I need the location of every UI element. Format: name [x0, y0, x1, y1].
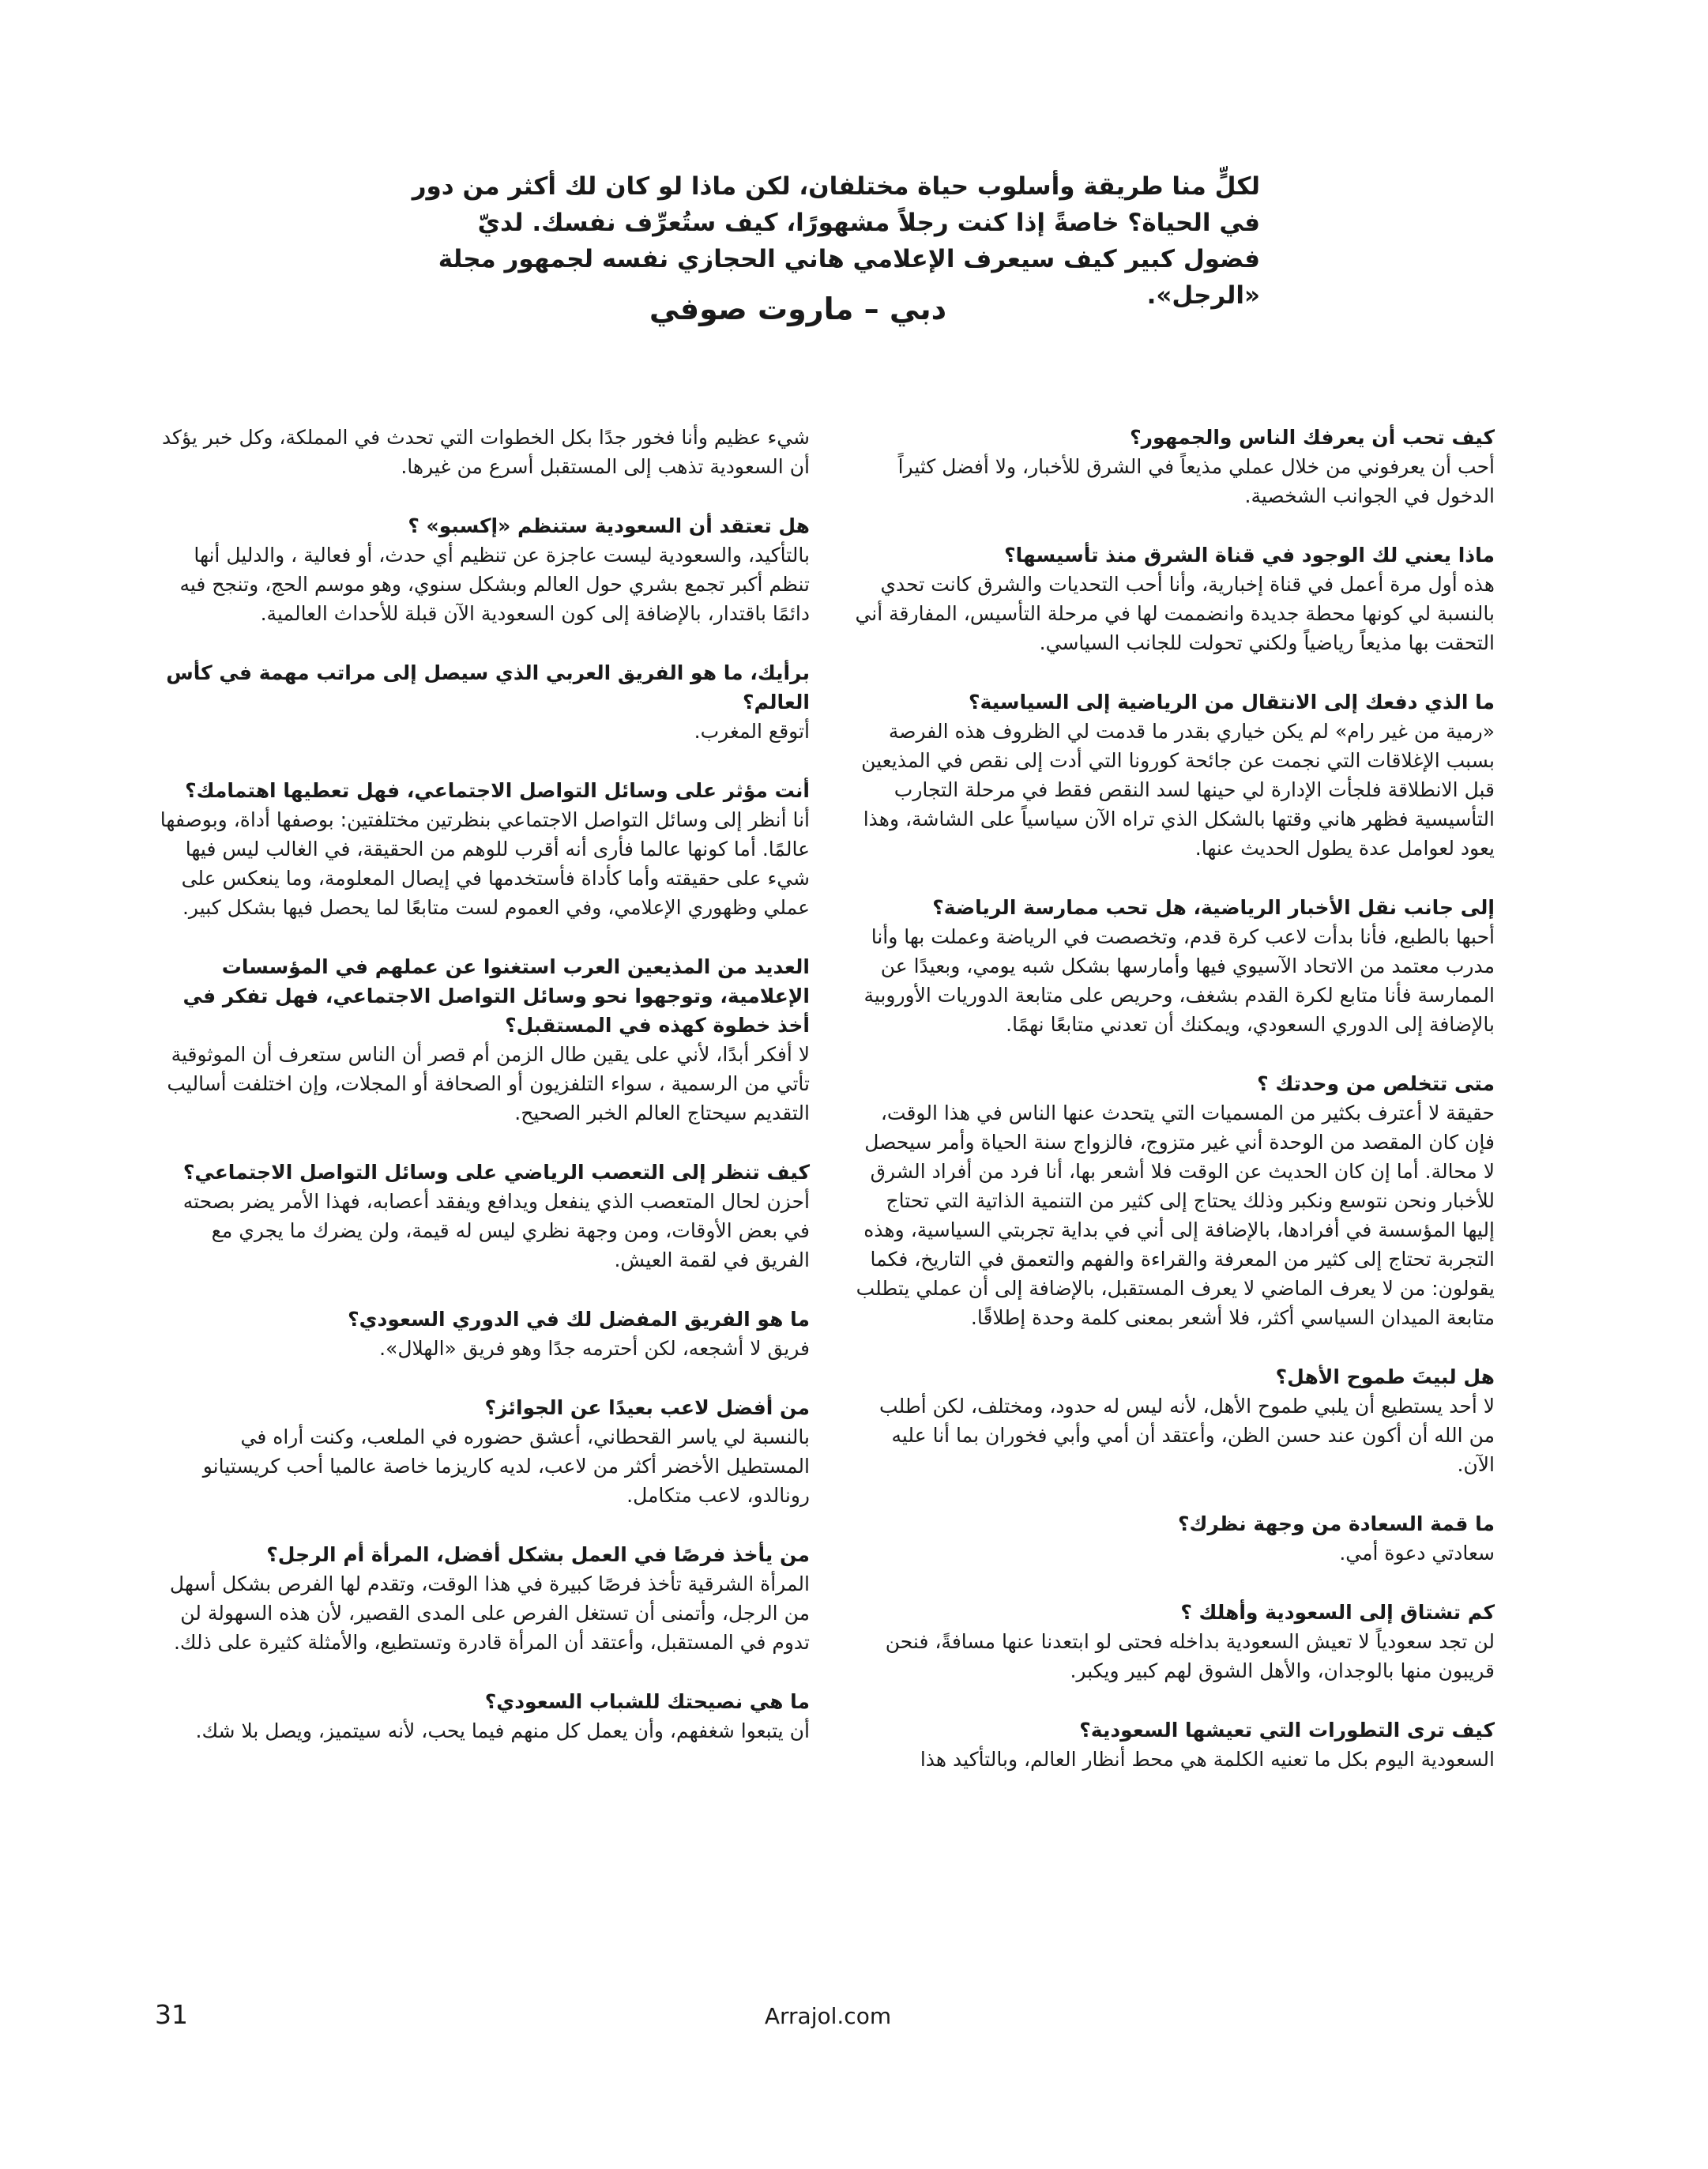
question: ما هو الفريق المفضل لك في الدوري السعودي؟ [348, 1308, 810, 1331]
answer: حقيقة لا أعترف بكثير من المسميات التي يتحدث عنها الناس في هذا الوقت، فإن كان المقصد من الوحدة أني غير متزوج، فالزواج سنة الحياة وأمر سيحصل لا محالة. أما إن كان الحديث عن الوقت فلا أشعر بها، أنا فرد من أفراد الشرق للأخبار ونحن نتوسع ونكبر وذلك يحتاج إلى كثير من التنمية الذاتية التي تحتاج إليها المؤسسة في أفرادها، بالإضافة إلى أني في بداية تجربتي السياسية، وهذه التجربة تحتاج إلى كثير من المعرفة والقراءة والفهم والتعمق في التاريخ، فكما يقولون: من لا يعرف الماضي لا يعرف المستقبل، بالإضافة إلى أن عملي يتطلب متابعة الميدان السياسي أكثر، فلا أشعر بمعنى كلمة وحدة إطلاقًا. [856, 1101, 1495, 1329]
qa-item [853, 1509, 1495, 1568]
answer: أنا أنظر إلى وسائل التواصل الاجتماعي بنظرتين مختلفتين: بوصفها أداة، وبوصفها عالمًا. أما كونها عالما فأرى أنه أقرب للوهم من الحقيقة، في الغالب ليس فيها شيء على حقيقته وأما كأداة فأستخدمها في إيصال المعلومة، وما ينعكس على عملي وظهوري الإعلامي، وفي العموم لست متابعًا لما يحصل فيها بشكل كبير. [160, 808, 810, 919]
question: كيف ترى التطورات التي تعيشها السعودية؟ [1079, 1719, 1495, 1742]
qa-item [158, 1393, 810, 1510]
qa-item [853, 540, 1495, 657]
question: هل تعتقد أن السعودية ستنظم «إكسبو» ؟ [408, 514, 810, 537]
qa-item [158, 511, 810, 628]
question: كيف تنظر إلى التعصب الرياضي على وسائل التواصل الاجتماعي؟ [182, 1161, 810, 1184]
answer: «رمية من غير رام» لم يكن خياري بقدر ما قدمت لي الظروف هذه الفرصة بسبب الإغلاقات التي نجمت عن جائحة كورونا التي أدت إلى نقص في المذيعين قبل الانطلاقة فلجأت الإدارة لي حينها لسد النقص فقط في مرحلة التجارب التأسيسية فظهر هاني وقتها بالشكل الذي تراه الآن سياسياً على الشاشة، وهذا يعود لعوامل عدة يطول الحديث عنها. [861, 720, 1495, 860]
answer: المرأة الشرقية تأخذ فرصًا كبيرة في هذا الوقت، وتقدم لها الفرص بشكل أسهل من الرجل، وأتمنى أن تستغل الفرص على المدى القصير، لأن هذه السهولة لن تدوم في المستقبل، وأعتقد أن المرأة قادرة وتستطيع، والأمثلة كثيرة على ذلك. [169, 1572, 810, 1654]
page-number: 31 [155, 1999, 188, 2030]
qa-item [853, 1598, 1495, 1685]
right-column [853, 423, 1495, 1804]
question: إلى جانب نقل الأخبار الرياضية، هل تحب ممارسة الرياضة؟ [932, 896, 1495, 919]
qa-item [158, 1540, 810, 1657]
qa-item [158, 776, 810, 922]
question: ما الذي دفعك إلى الانتقال من الرياضية إلى السياسية؟ [969, 691, 1495, 714]
qa-item [158, 658, 810, 746]
qa-item [158, 423, 810, 481]
question: متى تتخلص من وحدتك ؟ [1257, 1072, 1495, 1095]
site-footer: Arrajol.com [764, 2003, 892, 2029]
question: من أفضل لاعب بعيدًا عن الجوائز؟ [484, 1396, 810, 1419]
answer: أحب أن يعرفوني من خلال عملي مذيعاً في الشرق للأخبار، ولا أفضل كثيراً الدخول في الجوانب الشخصية. [897, 455, 1495, 507]
answer-continued: شيء عظيم وأنا فخور جدًا بكل الخطوات التي تحدث في المملكة، وكل خبر يؤكد أن السعودية تذهب إلى المستقبل أسرع من غيرها. [161, 426, 810, 478]
qa-item [158, 1158, 810, 1275]
qa-item [853, 893, 1495, 1039]
answer: لا أفكر أبدًا، لأني على يقين طال الزمن أم قصر أن الناس ستعرف أن الموثوقية تأتي من الرسمية ، سواء التلفزيون أو الصحافة أو المجلات، وإن اختلفت أساليب التقديم سيحتاج العالم الخبر الصحيح. [167, 1043, 810, 1124]
question: كم تشتاق إلى السعودية وأهلك ؟ [1180, 1601, 1495, 1624]
qa-item [158, 952, 810, 1128]
question: من يأخذ فرصًا في العمل بشكل أفضل، المرأة أم الرجل؟ [266, 1543, 810, 1566]
answer: هذه أول مرة أعمل في قناة إخبارية، وأنا أحب التحديات والشرق كانت تحدي بالنسبة لي كونها محطة جديدة وانضممت لها في مرحلة التأسيس، المفارقة أني التحقت بها مذيعاً رياضياً ولكني تحولت للجانب السياسي. [855, 573, 1495, 654]
qa-item [853, 1715, 1495, 1774]
question: ما قمة السعادة من وجهة نظرك؟ [1177, 1512, 1495, 1535]
answer: بالنسبة لي ياسر القحطاني، أعشق حضوره في الملعب، وكنت أراه في المستطيل الأخضر أكثر من لاعب، لديه كاريزما خاصة عالميا أحب كريستيانو رونالدو، لاعب متكامل. [202, 1425, 810, 1507]
question: ماذا يعني لك الوجود في قناة الشرق منذ تأسيسها؟ [1004, 544, 1495, 567]
left-column [158, 423, 810, 1775]
answer: أحزن لحال المتعصب الذي ينفعل ويدافع ويفقد أعصابه، فهذا الأمر يضر بصحته في بعض الأوقات، ومن وجهة نظري ليس له قيمة، ولن يضرك ما يجري مع الفريق في لقمة العيش. [182, 1190, 810, 1271]
answer: السعودية اليوم بكل ما تعنيه الكلمة هي محط أنظار العالم، وبالتأكيد هذا [920, 1748, 1495, 1771]
qa-item [853, 1069, 1495, 1332]
answer: أن يتبعوا شغفهم، وأن يعمل كل منهم فيما يحب، لأنه سيتميز، ويصل بلا شك. [195, 1719, 810, 1742]
answer: أتوقع المغرب. [694, 720, 810, 743]
qa-item [158, 1305, 810, 1363]
answer: فريق لا أشجعه، لكن أحترمه جدًا وهو فريق «الهلال». [379, 1337, 810, 1360]
qa-item [853, 687, 1495, 863]
question: ما هي نصيحتك للشباب السعودي؟ [484, 1690, 810, 1713]
question: هل لبيتَ طموح الأهل؟ [1275, 1365, 1495, 1388]
answer: أحبها بالطبع، فأنا بدأت لاعب كرة قدم، وتخصصت في الرياضة وعملت بها وأنا مدرب معتمد من الاتحاد الآسيوي فيها وأمارسها بشكل شبه يومي، وبعيدًا عن الممارسة فأنا متابع لكرة القدم بشغف، وحريص على متابعة الدوريات الأوروبية بالإضافة إلى الدوري السعودي، ويمكنك أن تعدني متابعًا نهمًا. [863, 925, 1495, 1036]
answer: لن تجد سعودياً لا تعيش السعودية بداخله فحتى لو ابتعدنا عنها مسافةً، فنحن قريبون منها بالوجدان، والأهل الشوق لهم كبير ويكبر. [885, 1630, 1495, 1682]
answer: بالتأكيد، والسعودية ليست عاجزة عن تنظيم أي حدث، أو فعالية ، والدليل أنها تنظم أكبر تجمع بشري حول العالم وبشكل سنوي، وهو موسم الحج، وتنجح فيه دائمًا باقتدار، بالإضافة إلى كون السعودية الآن قبلة للأحداث العالمية. [179, 544, 810, 625]
question: كيف تحب أن يعرفك الناس والجمهور؟ [1130, 426, 1495, 449]
intro-paragraph: لكلٍّ منا طريقة وأسلوب حياة مختلفان، لكن ماذا لو كان لك أكثر من دور في الحياة؟ خاصةً إذا كنت رجلاً مشهورًا، كيف ستُعرِّف نفسك. لديّ فضول كبير كيف سيعرف الإعلامي هاني الحجازي نفسه لجمهور مجلة «الرجل». [412, 172, 1260, 310]
byline: دبي – ماروت صوفي [649, 292, 947, 326]
qa-item [853, 1362, 1495, 1479]
answer: لا أحد يستطيع أن يلبي طموح الأهل، لأنه ليس له حدود، ومختلف، لكن أطلب من الله أن أكون عند حسن الظن، وأعتقد أن أمي وأبي فخوران بما أنا عليه الآن. [879, 1395, 1495, 1476]
qa-item [158, 1687, 810, 1745]
question: أنت مؤثر على وسائل التواصل الاجتماعي، فهل تعطيها اهتمامك؟ [185, 779, 810, 802]
answer: سعادتي دعوة أمي. [1339, 1542, 1495, 1565]
qa-item [853, 423, 1495, 510]
question: العديد من المذيعين العرب استغنوا عن عملهم في المؤسسات الإعلامية، وتوجهوا نحو وسائل التواصل الاجتماعي، فهل تفكر في أخذ خطوة كهذه في المستقبل؟ [182, 955, 810, 1037]
question: برأيك، ما هو الفريق العربي الذي سيصل إلى مراتب مهمة في كأس العالم؟ [166, 661, 810, 714]
